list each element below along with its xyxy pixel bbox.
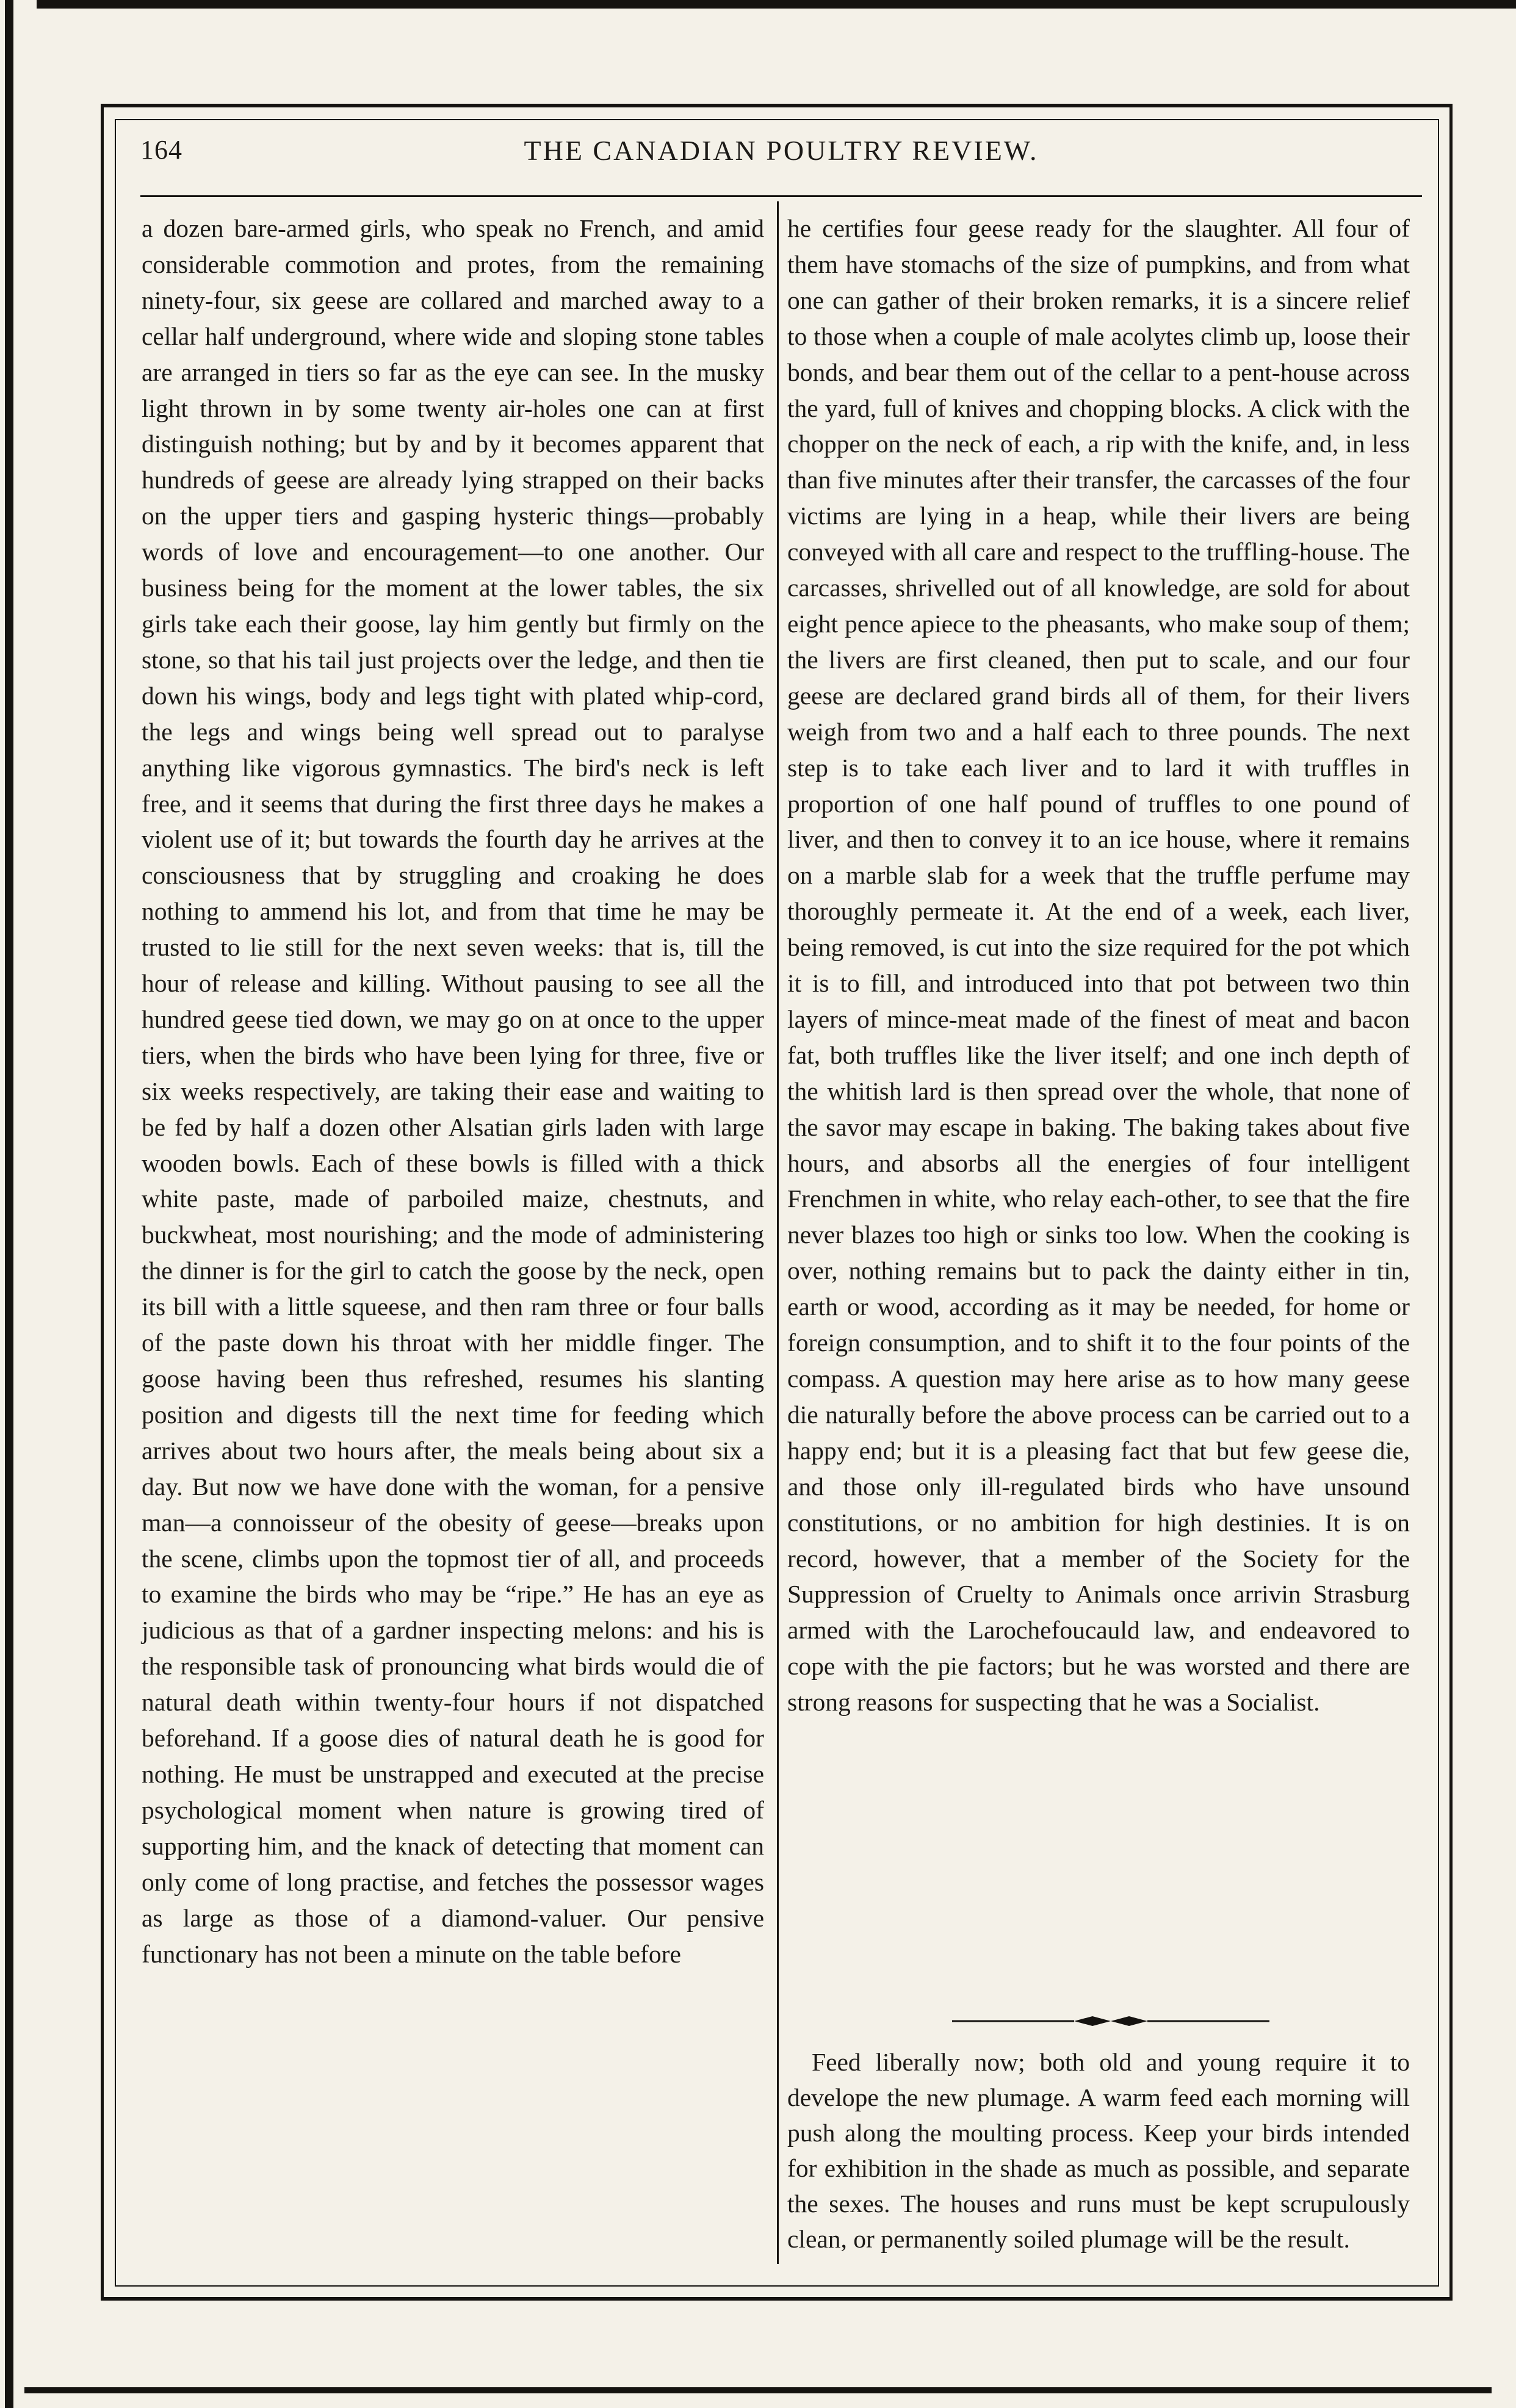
column-divider — [777, 201, 779, 2264]
left-column — [142, 211, 764, 1972]
scan-edge-left — [5, 0, 13, 2408]
divider-flourish-icon — [952, 2014, 1269, 2028]
page-header — [140, 134, 1422, 189]
feed-note-paragraph: Feed liberally now; both old and young require it to develope the new plumage. A warm feed each morning will push along the moulting process. Keep your birds intended for exhibition in the shade as much as possible, and separate the sexes. The houses and runs must be kept scrupulously clean, or permanently soiled plumage will be the result. — [787, 2048, 1410, 2253]
left-column-text: a dozen bare-armed girls, who speak no French, and amid considerable commotion and protes, from the remaining ninety-four, six geese are collared and marched away to a cellar half underground, where wide and sloping stone tables are arranged in tiers so far as the eye can see. In the musky light thrown in by some twenty air-holes one can at first distinguish nothing; but by and by it becomes apparent that hundreds of geese are already lying strapped on their backs on the upper tiers and gasping hysteric things—probably words of love and encouragement—to one another. Our business being for the moment at the lower tables, the six girls take each their goose, lay him gently but firmly on the stone, so that his tail just projects over the ledge, and then tie down his wings, body and legs tight with plated whip-cord, the legs and wings being well spread out to paralyse anything like vigorous gymnastics. The bird's neck is left free, and it seems that during the first three days he makes a violent use of it; but towards the fourth day he arrives at the consciousness that by struggling and croaking he does nothing to ammend his lot, and from that time he may be trusted to lie still for the next seven weeks: that is, till the hour of release and killing. Without pausing to see all the hundred geese tied down, we may go on at once to the upper tiers, when the birds who have been lying for three, five or six weeks respectively, are taking their ease and waiting to be fed by half a dozen other Alsatian girls laden with large wooden bowls. Each of these bowls is filled with a thick white paste, made of parboiled maize, chestnuts, and buckwheat, most nourishing; and the mode of administering the dinner is for the girl to catch the goose by the neck, open its bill with a little squeese, and then ram three or four balls of the paste down his throat with her middle finger. The goose having been thus refreshed, resumes his slanting position and digests till the next time for feeding which arrives about two hours after, the meals being about six a day. But now we have done with the woman, for a pensive man—a connoisseur of the obesity of geese—breaks upon the scene, climbs upon the topmost tier of all, and proceeds to examine the birds who may be “ripe.” He has an eye as judicious as that of a gardner inspecting melons: and his is the responsible task of pronouncing what birds would die of natural death within twenty-four hours if not dispatched beforehand. If a goose dies of natural death he is good for nothing. He must be unstrapped and executed at the precise psychological moment when nature is growing tired of supporting him, and the knack of detecting that moment can only come of long practise, and fetches the possessor wages as large as those of a diamond-valuer. Our pensive functionary has not been a minute on the table before — [142, 214, 764, 1968]
scan-edge-top — [37, 0, 1516, 9]
right-column — [787, 211, 1410, 1720]
page-number: 164 — [140, 135, 182, 165]
scan-edge-bottom — [24, 2387, 1492, 2393]
header-rule — [140, 195, 1422, 197]
right-column-text: he certifies four geese ready for the slaughter. All four of them have stomachs of the size of pumpkins, and from what one can gather of their broken remarks, it is a sincere relief to those when a couple of male acolytes climb up, loose their bonds, and bear them out of the cellar to a pent-house across the yard, full of knives and chopping blocks. A click with the chopper on the neck of each, a rip with the knife, and, in less than five minutes after their transfer, the carcasses of the four victims are lying in a heap, while their livers are being conveyed with all care and respect to the truffling-house. The carcasses, shrivelled out of all knowledge, are sold for about eight pence apiece to the pheasants, who make soup of them; the livers are first cleaned, then put to scale, and our four geese are declared grand birds all of them, for their livers weigh from two and a half each to three pounds. The next step is to take each liver and to lard it with truffles in proportion of one half pound of truffles to one pound of liver, and then to convey it to an ice house, where it remains on a marble slab for a week that the truffle perfume may thoroughly permeate it. At the end of a week, each liver, being removed, is cut into the size required for the pot which it is to fill, and introduced into that pot between two thin layers of mince-meat made of the finest of meat and bacon fat, both truffles like the liver itself; and one inch depth of the whitish lard is then spread over the whole, that none of the savor may escape in baking. The baking takes about five hours, and absorbs all the energies of four intelligent Frenchmen in white, who relay each-other, to see that the fire never blazes too high or sinks too low. When the cooking is over, nothing remains but to pack the dainty either in tin, earth or wood, according as it may be needed, for home or foreign consumption, and to shift it to the four points of the compass. A question may here arise as to how many geese die naturally before the above process can be carried out to a happy end; but it is a pleasing fact that but few geese die, and those only ill-regulated birds who have unsound constitutions, or no ambition for high destinies. It is on record, however, that a member of the Society for the Suppression of Cruelty to Animals once arrivin Strasburg armed with the Larochefoucauld law, and endeavored to cope with the pie factors; but he was worsted and there are strong reasons for suspecting that he was a Socialist. — [787, 214, 1410, 1717]
running-title: THE CANADIAN POULTRY REVIEW. — [524, 135, 1039, 166]
